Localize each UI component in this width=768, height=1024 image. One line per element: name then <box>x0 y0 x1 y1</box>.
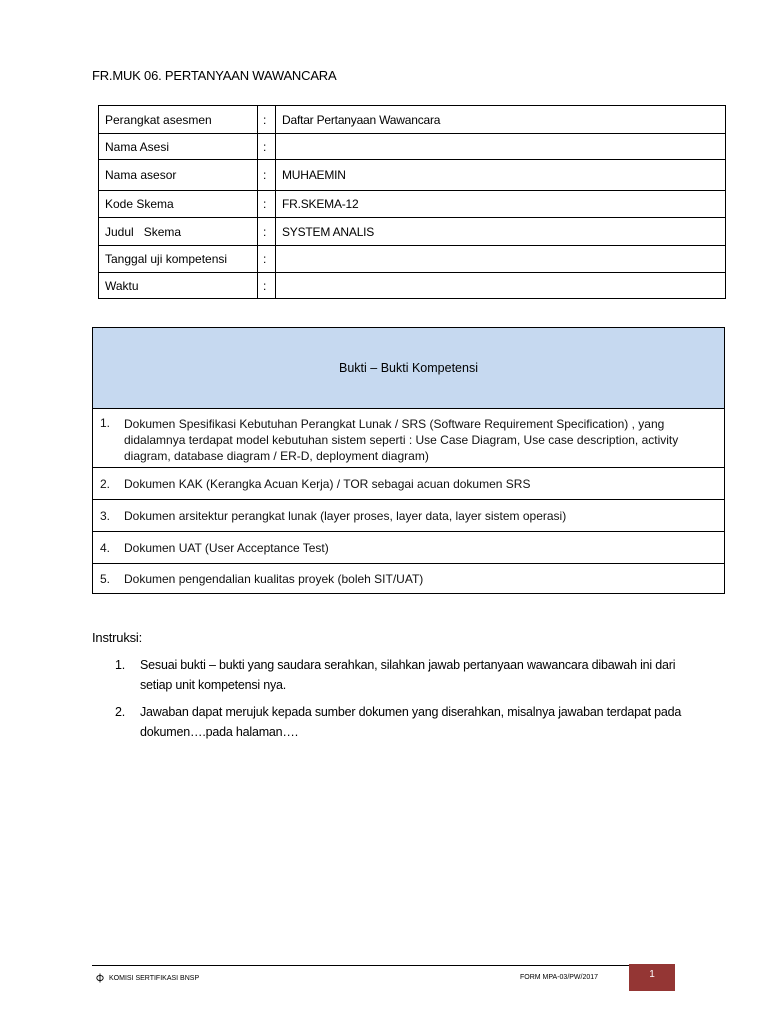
instruction-item <box>115 655 685 695</box>
evidence-item-number: 3. <box>100 508 111 523</box>
evidence-item-number: 2. <box>100 476 111 491</box>
identity-row <box>99 246 726 273</box>
identity-row <box>99 273 726 299</box>
identity-label: Kode Skema <box>99 191 258 218</box>
footer-divider <box>92 965 629 966</box>
document-title: FR.MUK 06. PERTANYAAN WAWANCARA <box>92 68 337 83</box>
footer-left <box>96 973 199 983</box>
identity-row <box>99 134 726 160</box>
instruction-number: 1. <box>115 658 126 672</box>
instructions-heading: Instruksi: <box>92 630 143 645</box>
identity-value: SYSTEM ANALIS <box>276 218 726 246</box>
identity-colon: : <box>258 134 276 160</box>
identity-value <box>276 134 726 160</box>
identity-value <box>276 273 726 299</box>
identity-row <box>99 191 726 218</box>
identity-label: Judul Skema <box>99 218 258 246</box>
evidence-item-text: Dokumen UAT (User Acceptance Test) <box>124 540 329 555</box>
evidence-item <box>93 564 724 593</box>
evidence-item-number: 1. <box>100 416 111 430</box>
evidence-item-text: Dokumen KAK (Kerangka Acuan Kerja) / TOR sebagai acuan dokumen SRS <box>124 476 531 491</box>
identity-label: Tanggal uji kompetensi <box>99 246 258 273</box>
identity-label: Nama Asesi <box>99 134 258 160</box>
identity-colon: : <box>258 191 276 218</box>
identity-value: FR.SKEMA-12 <box>276 191 726 218</box>
identity-label: Nama asesor <box>99 160 258 191</box>
phi-logo-icon <box>96 973 104 983</box>
evidence-item-number: 5. <box>100 571 111 586</box>
instruction-text: Jawaban dapat merujuk kepada sumber dokumen yang diserahkan, misalnya jawaban terdapat pada dokumen….pada halaman…. <box>140 705 682 739</box>
identity-table <box>98 105 726 299</box>
evidence-item <box>93 500 724 532</box>
footer-form-code: FORM MPA-03/PW/2017 <box>520 974 599 981</box>
evidence-item <box>93 409 724 468</box>
identity-colon: : <box>258 160 276 191</box>
identity-label: Perangkat asesmen <box>99 106 258 134</box>
identity-value <box>276 246 726 273</box>
evidence-box <box>92 327 725 594</box>
instruction-text: Sesuai bukti – bukti yang saudara serahkan, silahkan jawab pertanyaan wawancara dibawah ini dari setiap unit kompetensi nya. <box>140 658 676 692</box>
page-number: 1 <box>629 964 675 991</box>
identity-colon: : <box>258 218 276 246</box>
evidence-item <box>93 532 724 564</box>
evidence-item <box>93 468 724 500</box>
identity-row <box>99 106 726 134</box>
instruction-item <box>115 702 685 742</box>
identity-value: Daftar Pertanyaan Wawancara <box>276 106 726 134</box>
evidence-item-text: Dokumen Spesifikasi Kebutuhan Perangkat Lunak / SRS (Software Requirement Specification) , yang didalamnya terdapat model kebutuhan sistem seperti : Use Case Diagram, Use case description, activity diagram, database diagram / ER-D, deployment diagram) <box>124 417 679 463</box>
identity-colon: : <box>258 106 276 134</box>
footer-organization: KOMISI SERTIFIKASI BNSP <box>109 974 200 982</box>
instruction-number: 2. <box>115 705 126 719</box>
identity-row <box>99 160 726 191</box>
evidence-item-text: Dokumen arsitektur perangkat lunak (layer proses, layer data, layer sistem operasi) <box>124 508 567 523</box>
evidence-heading: Bukti – Bukti Kompetensi <box>93 328 724 409</box>
identity-row <box>99 218 726 246</box>
evidence-item-number: 4. <box>100 540 111 555</box>
identity-colon: : <box>258 273 276 299</box>
identity-value: MUHAEMIN <box>276 160 726 191</box>
evidence-item-text: Dokumen pengendalian kualitas proyek (boleh SIT/UAT) <box>124 571 424 586</box>
identity-label: Waktu <box>99 273 258 299</box>
identity-colon: : <box>258 246 276 273</box>
